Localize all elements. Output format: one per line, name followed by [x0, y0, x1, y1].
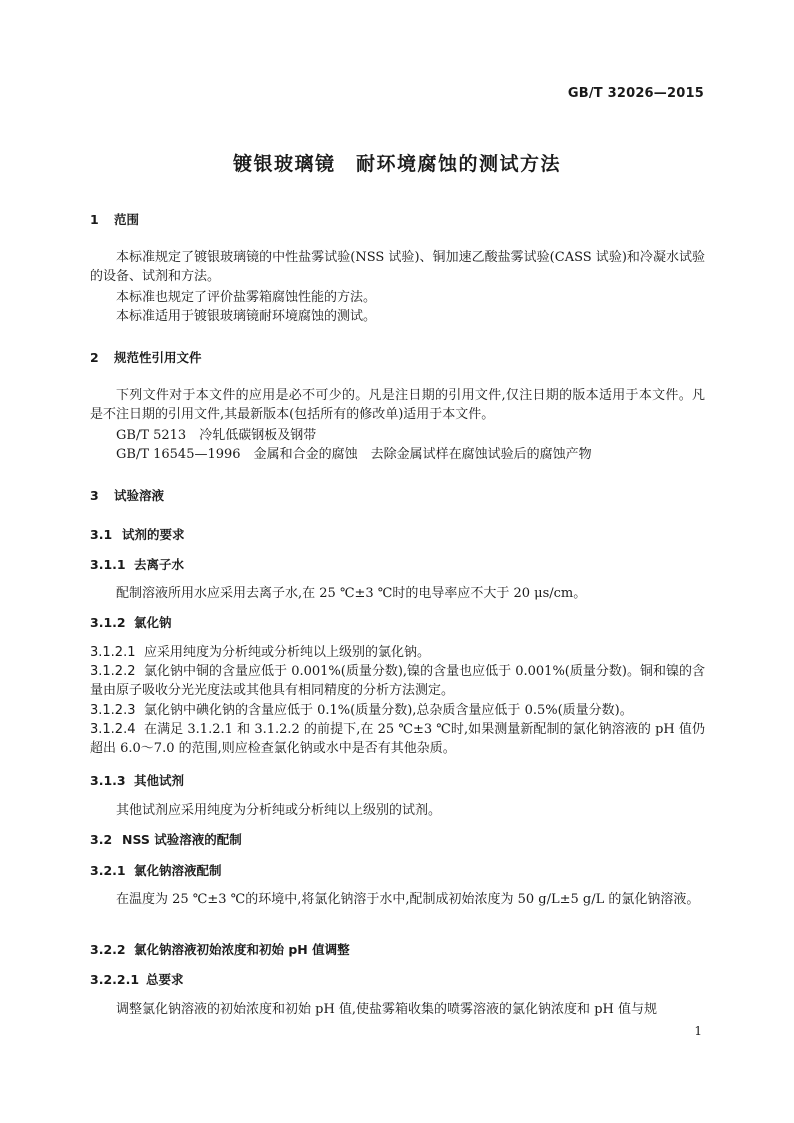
nacl-solution-paragraph: 在温度为 25 ℃±3 ℃的环境中,将氯化钠溶于水中,配制成初始浓度为 50 g/L±5 g/L 的氯化钠溶液。 [116, 892, 700, 907]
section-title: 其他试剂 [134, 773, 185, 788]
section-title: 规范性引用文件 [114, 350, 202, 365]
references-intro-paragraph: 下列文件对于本文件的应用是必不可少的。凡是注日期的引用文件,仅注日期的版本适用于本文件。凡是不注日期的引用文件,其最新版本(包括所有的修改单)适用于本文件。 [90, 388, 705, 422]
page-number: 1 [694, 1024, 702, 1038]
section-number: 3.1.3 [90, 773, 126, 788]
clause-text: 氯化钠中铜的含量应低于 0.001%(质量分数),镍的含量也应低于 0.001%(质量分数)。铜和镍的含量由原子吸收分光光度法或其他具有相同精度的分析方法测定。 [90, 664, 705, 698]
section-number: 3.1 [90, 527, 113, 542]
reference-code: GB/T 5213 [116, 428, 187, 443]
clause-3-1-2-1 [90, 643, 430, 662]
section-title: 氯化钠溶液配制 [134, 863, 222, 878]
clause-number: 3.1.2.3 [90, 703, 136, 718]
clause-number: 3.1.2.1 [90, 645, 136, 660]
section-title: 总要求 [146, 972, 184, 987]
clause-text: 氯化钠中碘化钠的含量应低于 0.1%(质量分数),总杂质含量应低于 0.5%(质量分数)。 [144, 703, 633, 718]
section-number: 3.2.2 [90, 942, 126, 957]
document-title: 镀银玻璃镜 耐环境腐蚀的测试方法 [232, 153, 561, 175]
standard-code: GB/T 32026—2015 [567, 86, 704, 101]
reference-item [116, 426, 316, 445]
section-title: 试剂的要求 [122, 527, 185, 542]
section-1-heading [90, 210, 139, 228]
subsection-3-1-3-heading [90, 771, 184, 789]
reference-code: GB/T 16545—1996 [116, 447, 241, 462]
section-title: NSS 试验溶液的配制 [122, 832, 242, 847]
clause-text: 应采用纯度为分析纯或分析纯以上级别的氯化钠。 [144, 645, 431, 660]
general-requirements-paragraph: 调整氯化钠溶液的初始浓度和初始 pH 值,使盐雾箱收集的喷雾溶液的氯化钠浓度和 pH 值与规 [116, 1002, 657, 1017]
subsection-3-2-1-heading [90, 861, 222, 879]
section-title: 去离子水 [134, 557, 185, 572]
subsection-3-1-1-heading [90, 555, 184, 573]
section-number: 3.1.1 [90, 557, 126, 572]
scope-paragraph: 本标准适用于镀银玻璃镜耐环境腐蚀的测试。 [116, 309, 377, 324]
subsection-3-2-heading [90, 830, 242, 848]
section-title: 范围 [114, 212, 140, 227]
section-title: 氯化钠溶液初始浓度和初始 pH 值调整 [134, 942, 350, 957]
subsection-3-1-2-heading [90, 613, 172, 631]
subsection-3-2-2-1-heading [90, 970, 184, 988]
reference-title: 冷轧低碳钢板及钢带 [199, 428, 317, 443]
section-title: 氯化钠 [134, 615, 172, 630]
scope-paragraph: 本标准规定了镀银玻璃镜的中性盐雾试验(NSS 试验)、铜加速乙酸盐雾试验(CASS 试验)和冷凝水试验的设备、试剂和方法。 [90, 250, 705, 284]
section-number: 3.2.2.1 [90, 972, 140, 987]
clause-number: 3.1.2.4 [90, 722, 136, 737]
deionized-water-paragraph: 配制溶液所用水应采用去离子水,在 25 ℃±3 ℃时的电导率应不大于 20 μs/cm。 [116, 586, 587, 601]
clause-3-1-2-2 [90, 662, 705, 700]
section-number: 2 [90, 350, 99, 365]
section-number: 3.2 [90, 832, 113, 847]
scope-paragraph: 本标准也规定了评价盐雾箱腐蚀性能的方法。 [116, 290, 377, 305]
section-2-heading [90, 348, 202, 366]
section-title: 试验溶液 [114, 488, 165, 503]
subsection-3-1-heading [90, 525, 185, 543]
clause-number: 3.1.2.2 [90, 664, 136, 679]
section-number: 3 [90, 488, 99, 503]
section-number: 1 [90, 212, 99, 227]
section-number: 3.2.1 [90, 863, 126, 878]
reference-title: 金属和合金的腐蚀 去除金属试样在腐蚀试验后的腐蚀产物 [253, 447, 592, 462]
reference-item [116, 445, 592, 464]
clause-text: 在满足 3.1.2.1 和 3.1.2.2 的前提下,在 25 ℃±3 ℃时,如果测量新配制的氯化钠溶液的 pH 值仍超出 6.0～7.0 的范围,则应检查氯化钠或水中是否有其他杂质。 [90, 722, 705, 756]
clause-3-1-2-3 [90, 701, 633, 720]
section-number: 3.1.2 [90, 615, 126, 630]
other-reagents-paragraph: 其他试剂应采用纯度为分析纯或分析纯以上级别的试剂。 [116, 803, 442, 818]
clause-3-1-2-4 [90, 720, 705, 758]
section-3-heading [90, 486, 164, 504]
subsection-3-2-2-heading [90, 940, 350, 958]
